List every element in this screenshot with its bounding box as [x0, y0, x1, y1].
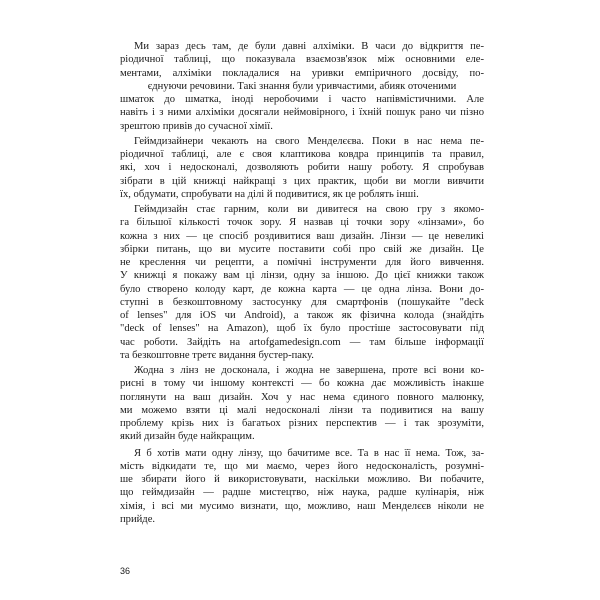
text-line: було створено колоду карт, де кожна карта — це одна лінза. Вони до-: [120, 283, 484, 295]
paragraph-one-lens: [120, 447, 484, 527]
text-line: Геймдизайн стає гарним, коли ви дивитеся на свою гру з якомо-: [134, 204, 484, 215]
text-line: ментами, алхіміки покладалися на уривки емпіричного досвіду, по-: [120, 67, 484, 79]
paragraph-mendeleev: [120, 135, 484, 201]
text-line: of lenses" для iOS чи Android), а також як фізична колода (знайдіть: [120, 310, 484, 321]
text-line: не креслення чи рецепти, а помічні інструменти для його вивчення.: [120, 257, 484, 268]
paragraph-lenses: [120, 203, 484, 362]
text-line: які, хоч і недосконалі, дозволяють робити нашу роботу. Я спробував: [120, 162, 484, 174]
page-number: 36: [120, 566, 131, 576]
text-line: "deck of lenses" на Amazon), щоб їх було простіше застосовувати під: [120, 323, 484, 335]
text-line: мість відкидати те, що ми маємо, через його недосконалість, розумні-: [120, 460, 484, 472]
text-line: навіть і з ними алхіміки досягали неймовірного, і їхній пошук рано чи пізно: [120, 107, 484, 119]
text-line: єднуючи речовини. Такі знання були уривчастими, абияк оточеними: [147, 80, 457, 92]
text-line: та безкоштовне третє видання бустер-паку.: [120, 349, 314, 361]
text-line: ми можемо взяти ці малі недосконалі лінзи та подивитися на вашу: [120, 404, 484, 416]
paragraph-alchemists: [120, 40, 484, 133]
text-line: їх, обдумати, спробувати на ділі й подивитися, як це роблять інші.: [120, 188, 419, 200]
paragraph-imperfect-lenses: [120, 364, 484, 444]
text-line: зібрати в цій книжці найкращі з цих практик, щоби ви могли вивчити: [120, 175, 484, 187]
body-text: [120, 40, 484, 528]
text-line: хімія, і всі ми мусимо визнати, що, можливо, наш Менделєєв ніколи не: [120, 500, 484, 512]
text-line: зрештою привів до сучасної хімії.: [120, 120, 273, 132]
text-line: який дизайн буде найкращим.: [120, 431, 255, 443]
text-line: шматок до шматка, іноді неробочими і часто напівмістичними. Але: [120, 94, 484, 105]
text-line: ріодичної таблиці, але є своя клаптикова ковдра принципів та правил,: [120, 149, 484, 160]
text-line: Ми зараз десь там, де були давні алхіміки. В часи до відкриття пе-: [134, 41, 484, 52]
text-line: кожна з них — це спосіб роздивитися ваш дизайн. Лінзи — це невеликі: [120, 230, 484, 242]
text-line: У книжці я покажу вам ці лінзи, одну за іншою. До цієї книжки також: [120, 270, 484, 282]
text-line: поглянути на ваш дизайн. Хоч у нас нема єдиного повного малюнку,: [120, 391, 484, 403]
text-line: Я б хотів мати одну лінзу, що бачитиме все. Та в нас її нема. Тож, за-: [134, 447, 484, 459]
text-line: ріодичної таблиці, що показувала взаємозв'язок між основними еле-: [120, 54, 484, 66]
text-line: Жодна з лінз не досконала, і жодна не завершена, проте всі вони ко-: [134, 365, 484, 376]
text-line: збірки питань, що ви мусите поставити собі про свій же дизайн. Це: [120, 243, 484, 255]
text-line: час роботи. Зайдіть на artofgamedesign.com — там більше інформації: [120, 336, 484, 348]
text-line: ше збирати його й використовувати, наскільки можливо. Ви побачите,: [120, 474, 484, 485]
text-line: га більшої кількості точок зору. Я назвав ці точки зору «лінзами», бо: [120, 217, 484, 229]
text-line: проблему крізь них із багатьох різних перспектив — і так зрозуміти,: [120, 418, 484, 429]
text-line: Геймдизайнери чекають на свого Менделєєва. Поки в нас нема пе-: [134, 135, 484, 147]
text-line: прийде.: [120, 513, 156, 525]
text-line: ступні в безкоштовному застосунку для смартфонів (пошукайте "deck: [120, 296, 484, 308]
text-line: що геймдизайн — радше мистецтво, ніж наука, радше кулінарія, ніж: [120, 487, 484, 499]
text-line: рисні в тому чи іншому контексті — бо кожна дає можливість інакше: [120, 378, 484, 390]
